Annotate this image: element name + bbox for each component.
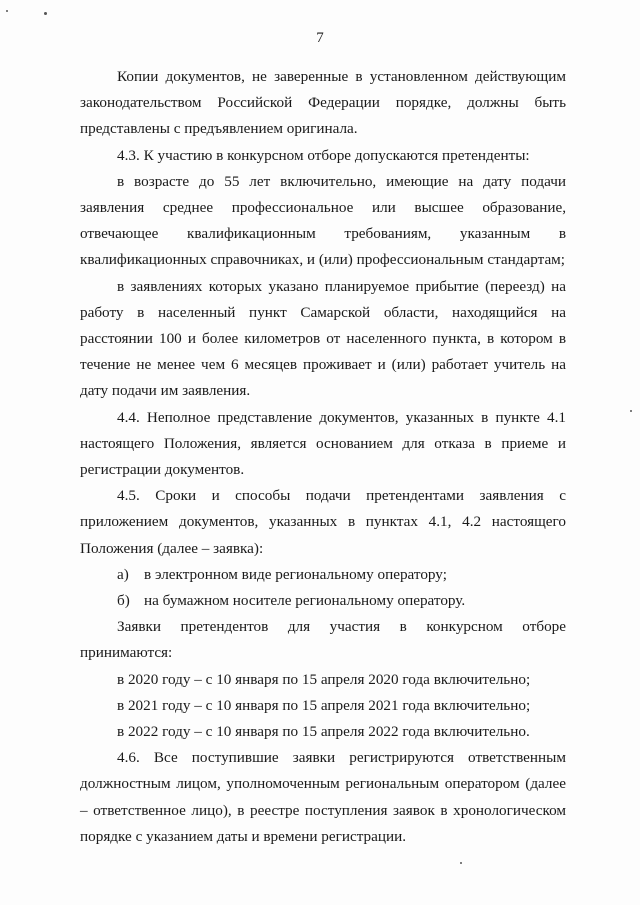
list-text: в электронном виде региональному оператору; xyxy=(144,565,447,583)
paragraph: 4.5. Сроки и способы подачи претендентами заявления с приложением документов, указанных в пунктах 4.1, 4.2 настоящего Положения (далее – заявка): xyxy=(80,487,566,557)
paragraph: Заявки претендентов для участия в конкурсном отборе принимаются: xyxy=(80,618,566,662)
paragraph: в 2020 году – с 10 января по 15 апреля 2020 года включительно; xyxy=(117,670,531,688)
list-text: на бумажном носителе региональному оператору. xyxy=(144,592,466,610)
page-number: 7 xyxy=(316,30,324,46)
list-marker: б) xyxy=(117,592,130,610)
list-item xyxy=(80,588,566,614)
paragraph: в 2022 году – с 10 января по 15 апреля 2022 года включительно. xyxy=(117,723,530,741)
scan-speck xyxy=(460,862,462,864)
scan-speck xyxy=(6,10,8,12)
scan-speck xyxy=(630,410,632,412)
paragraph: 4.4. Неполное представление документов, указанных в пункте 4.1 настоящего Положения, является основанием для отказа в приеме и регистрации документов. xyxy=(80,408,566,479)
document-body xyxy=(80,64,566,850)
paragraph: Копии документов, не заверенные в установленном действующим законодательством Российской Федерации порядке, должны быть представлены с предъявлением оригинала. xyxy=(80,68,566,138)
list-marker: а) xyxy=(117,565,129,583)
paragraph: в 2021 году – с 10 января по 15 апреля 2021 года включительно; xyxy=(117,696,531,714)
paragraph: в заявлениях которых указано планируемое прибытие (переезд) на работу в населенный пункт Самарской области, находящийся на расстоянии 100 и более километров от населенного пункта, в котором в течение не менее чем 6 месяцев проживает и (или) работает учитель на дату подачи им заявления. xyxy=(80,277,566,400)
list-item xyxy=(80,562,566,588)
scan-speck xyxy=(44,12,47,15)
paragraph: в возрасте до 55 лет включительно, имеющие на дату подачи заявления среднее профессиональное или высшее образование, отвечающее квалификационным требованиям, указанным в квалификационных справочниках, и (или) профессиональным стандартам; xyxy=(80,172,566,269)
paragraph: 4.6. Все поступившие заявки регистрируются ответственным должностным лицом, уполномоченным региональным оператором (далее – ответственное лицо), в реестре поступления заявок в хронологическом порядке с указанием даты и времени регистрации. xyxy=(80,749,566,845)
paragraph: 4.3. К участию в конкурсном отборе допускаются претенденты: xyxy=(117,146,530,164)
